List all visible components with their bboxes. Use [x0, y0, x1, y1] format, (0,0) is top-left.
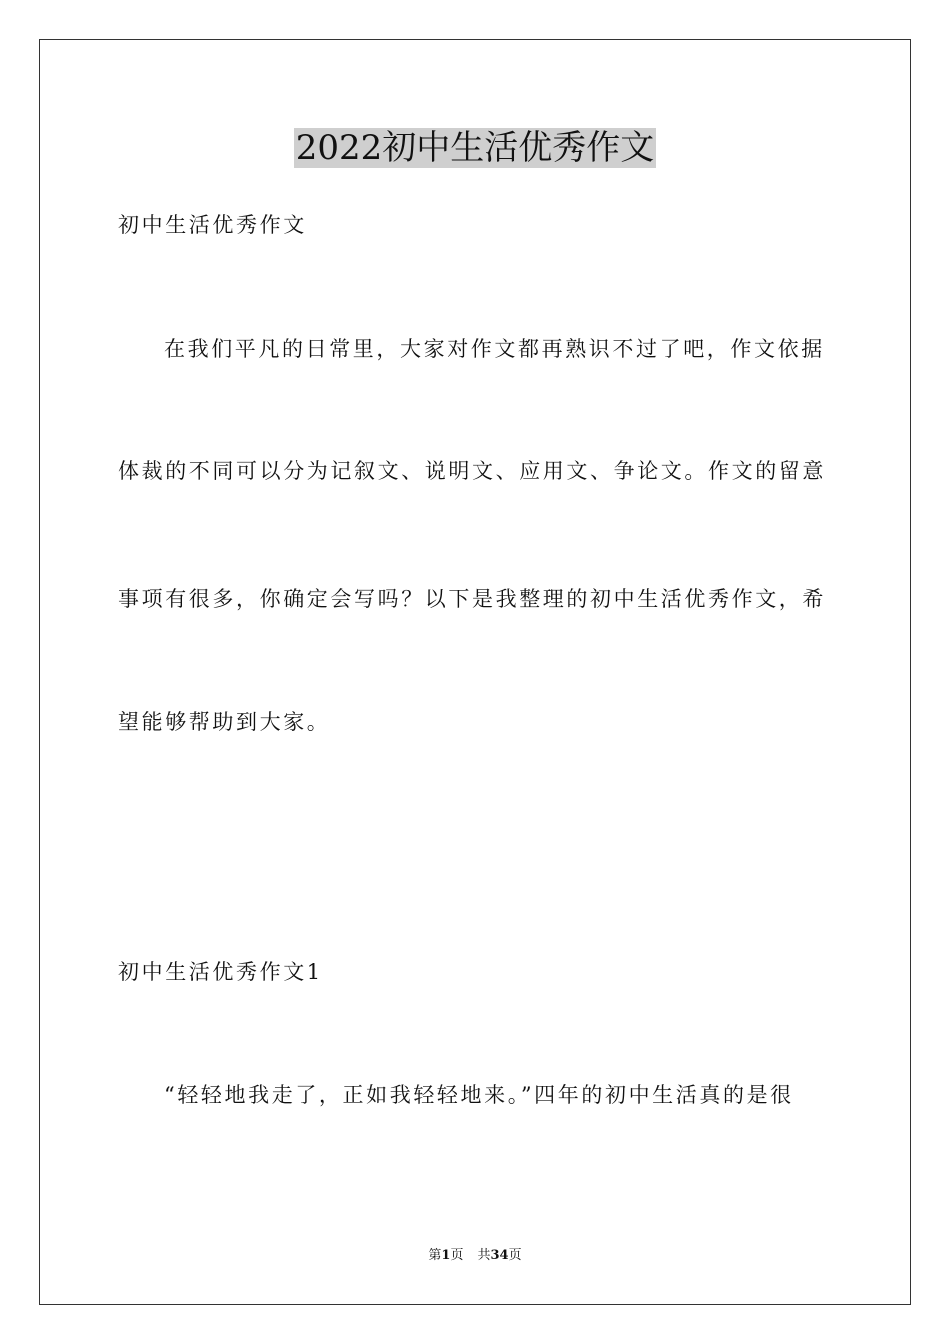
intro-line-3: 事项有很多，你确定会写吗？以下是我整理的初中生活优秀作文，希	[118, 587, 826, 611]
title-container	[0, 128, 950, 168]
intro-line-2: 体裁的不同可以分为记叙文、说明文、应用文、争论文。作文的留意	[118, 459, 826, 483]
footer-total-prefix: 共	[477, 1248, 491, 1263]
section-first-line: “轻轻地我走了，正如我轻轻地来。”四年的初中生活真的是很	[164, 1083, 794, 1107]
footer-total-pages: 34	[490, 1248, 509, 1263]
footer-page-prefix: 第	[428, 1248, 442, 1263]
document-subtitle: 初中生活优秀作文	[118, 213, 307, 237]
section-heading: 初中生活优秀作文1	[118, 960, 323, 984]
footer-page-number: 1	[441, 1248, 451, 1263]
page-footer	[0, 1247, 950, 1265]
footer-total-suffix: 页	[508, 1248, 522, 1263]
intro-line-4: 望能够帮助到大家。	[118, 710, 331, 734]
document-title: 2022初中生活优秀作文	[295, 128, 655, 168]
footer-page-suffix: 页	[450, 1248, 464, 1263]
intro-line-1: 在我们平凡的日常里，大家对作文都再熟识不过了吧，作文依据	[164, 337, 825, 361]
